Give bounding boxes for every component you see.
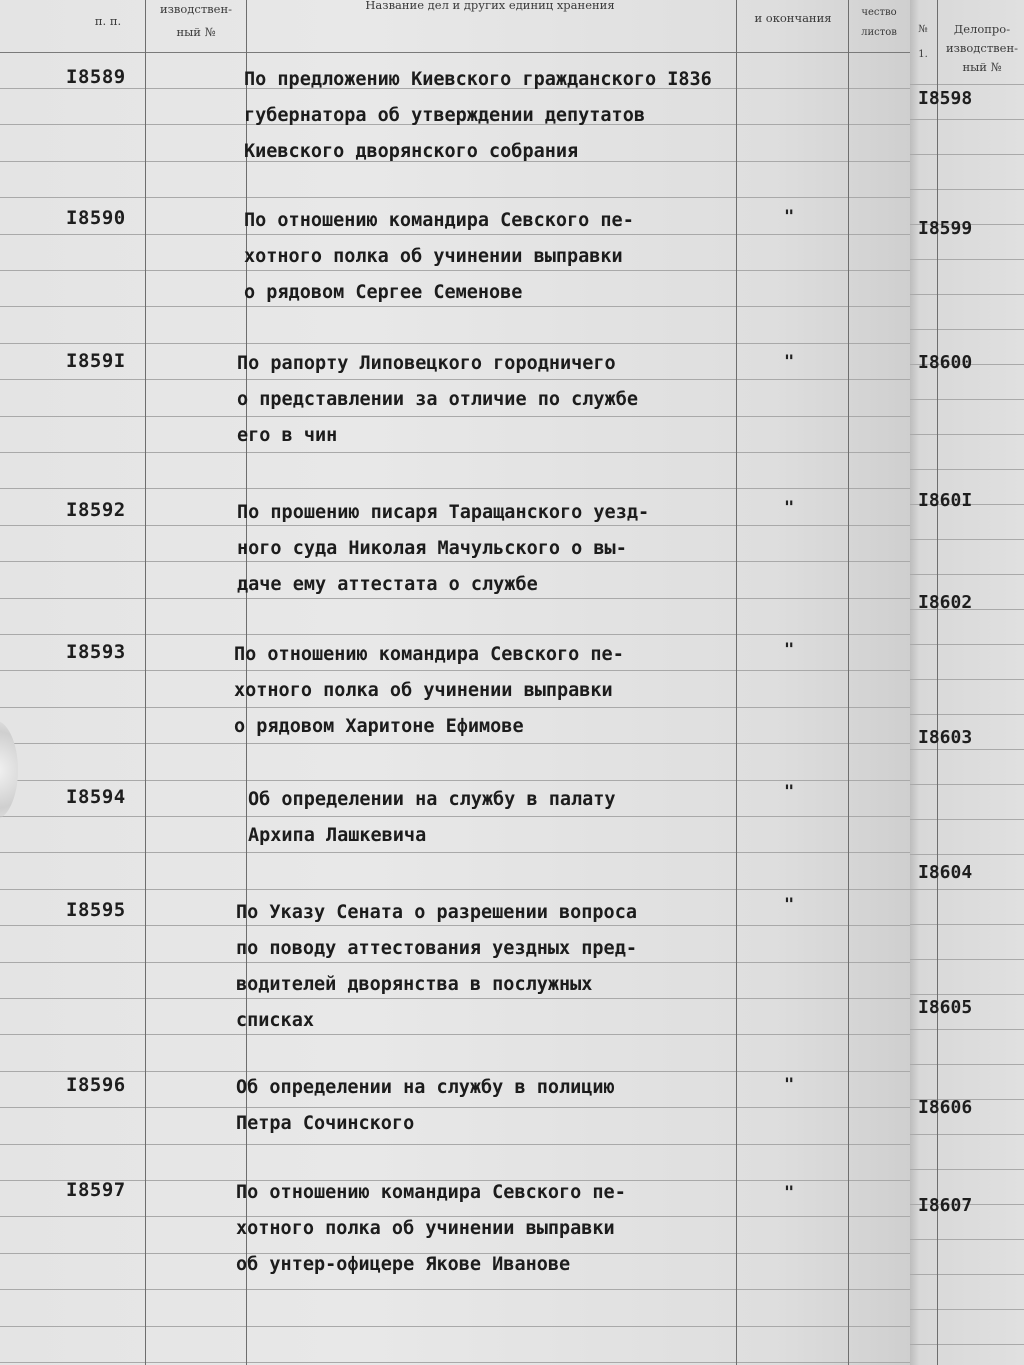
entry-title-line: Петра Сочинского	[236, 1113, 415, 1134]
ditto-mark: "	[784, 782, 795, 802]
side-number: I8603	[918, 727, 973, 748]
entry-title	[234, 637, 624, 745]
side-number: I860I	[918, 490, 973, 511]
ruled-line	[0, 1362, 910, 1363]
entry-title-line: По отношению командира Севского пе-	[244, 210, 634, 231]
entry-title	[236, 1070, 615, 1142]
entry-title-line: по поводу аттестования уездных пред-	[236, 938, 637, 959]
side-ruled-line	[910, 854, 1024, 855]
side-ruled-line	[910, 1309, 1024, 1310]
header-proizv-line-2: ный №	[176, 25, 216, 39]
entry-title-line: об унтер-офицере Якове Иванове	[236, 1254, 571, 1275]
ditto-mark: "	[784, 352, 795, 372]
side-ruled-line	[910, 1169, 1024, 1170]
side-ruled-line	[910, 749, 1024, 750]
entry-number: I8590	[66, 207, 126, 229]
entry-title-line: Об определении на службу в полицию	[236, 1077, 615, 1098]
side-header-b-line-3: ный №	[962, 60, 1002, 74]
side-header-a	[910, 22, 936, 62]
entry-title-line: водителей дворянства в послужных	[236, 974, 593, 995]
side-ruled-line	[910, 959, 1024, 960]
side-ruled-line	[910, 434, 1024, 435]
header-pp: п. п.	[94, 14, 122, 28]
header-count	[850, 6, 908, 40]
side-ruled-line	[910, 714, 1024, 715]
side-ruled-line	[910, 784, 1024, 785]
side-header-b-line-1: Делопро-	[953, 22, 1011, 36]
ditto-mark: "	[784, 498, 795, 518]
ruled-line	[0, 197, 910, 198]
entry-title-line: списках	[236, 1010, 314, 1031]
side-ruled-line	[910, 1134, 1024, 1135]
entry-title-line: губернатора об утверждении депутатов	[244, 105, 645, 126]
entry-title-line: По отношению командира Севского пе-	[234, 644, 624, 665]
side-sheet	[910, 0, 1024, 1365]
entry-title-line: о рядовом Харитоне Ефимове	[234, 716, 524, 737]
entry-number: I8594	[66, 786, 126, 808]
side-ruled-line	[910, 889, 1024, 890]
header-title: Название дел и других единиц хранения	[365, 0, 615, 12]
side-number: I8607	[918, 1195, 973, 1216]
ruled-line	[0, 343, 910, 344]
entry-title	[236, 895, 637, 1039]
ruled-line	[0, 780, 910, 781]
side-ruled-line	[910, 574, 1024, 575]
entry-title	[236, 1175, 626, 1283]
ruled-line	[0, 634, 910, 635]
side-header-b	[940, 20, 1024, 77]
entry-title-line: хотного полка об учинении выправки	[236, 1218, 615, 1239]
entry-title-line: Киевского дворянского собрания	[244, 141, 579, 162]
side-ruled-line	[910, 1344, 1024, 1345]
entry-title-line: По отношению командира Севского пе-	[236, 1182, 626, 1203]
side-ruled-line	[910, 119, 1024, 120]
entry-title	[237, 346, 638, 454]
header-count-line-1: чество	[861, 7, 897, 18]
side-ruled-line	[910, 1064, 1024, 1065]
entry-title-line: его в чин	[237, 425, 338, 446]
side-ruled-line	[910, 539, 1024, 540]
side-number: I8598	[918, 88, 973, 109]
entry-number: I8593	[66, 641, 126, 663]
entry-title-line: хотного полка об учинении выправки	[234, 680, 613, 701]
entry-title-line: По прошению писаря Таращанского уезд-	[237, 502, 650, 523]
entry-title-line: По предложению Киевского гражданского I836	[244, 69, 712, 90]
ditto-mark: "	[784, 1075, 795, 1095]
header-count-line-2: листов	[861, 27, 897, 38]
entry-number: I8592	[66, 499, 126, 521]
side-ruled-line	[910, 819, 1024, 820]
entry-title	[244, 62, 712, 170]
side-ruled-line	[910, 1274, 1024, 1275]
side-ruled-line	[910, 469, 1024, 470]
entry-title-line: Архипа Лашкевича	[248, 825, 427, 846]
entry-number: I859I	[66, 350, 126, 372]
ditto-mark: "	[784, 207, 795, 227]
entry-number: I8589	[66, 66, 126, 88]
entry-title	[248, 782, 616, 854]
header-proizv	[150, 2, 242, 40]
entry-title-line: хотного полка об учинении выправки	[244, 246, 623, 267]
entry-title-line: По Указу Сената о разрешении вопроса	[236, 902, 637, 923]
entry-number: I8597	[66, 1179, 126, 1201]
column-divider-4	[848, 0, 849, 1365]
ruled-line	[0, 1144, 910, 1145]
side-ruled-line	[910, 154, 1024, 155]
entry-title	[244, 203, 634, 311]
side-number: I8599	[918, 218, 973, 239]
side-number: I8600	[918, 352, 973, 373]
side-ruled-line	[910, 259, 1024, 260]
side-ruled-line	[910, 994, 1024, 995]
side-ruled-line	[910, 329, 1024, 330]
side-ruled-line	[910, 644, 1024, 645]
entry-number: I8595	[66, 899, 126, 921]
ditto-mark: "	[784, 895, 795, 915]
side-header-a-line-2: 1.	[918, 49, 928, 60]
entry-title-line: о представлении за отличие по службе	[237, 389, 638, 410]
entry-title-line: Об определении на службу в палату	[248, 789, 616, 810]
ruled-line	[0, 889, 910, 890]
entry-title-line: По рапорту Липовецкого городничего	[237, 353, 616, 374]
finger-shadow	[0, 720, 18, 820]
entry-number: I8596	[66, 1074, 126, 1096]
header-end: и окончания	[754, 11, 832, 25]
entry-title-line: даче ему аттестата о службе	[237, 574, 538, 595]
side-number: I8604	[918, 862, 973, 883]
entry-title	[237, 495, 649, 603]
header-proizv-line-1: изводствен-	[159, 2, 233, 16]
entry-title-line: о рядовом Сергее Семенове	[244, 282, 523, 303]
side-number: I8606	[918, 1097, 973, 1118]
side-ruled-line	[910, 1239, 1024, 1240]
ruled-line	[0, 1289, 910, 1290]
ruled-line	[0, 52, 910, 53]
side-number: I8602	[918, 592, 973, 613]
ruled-line	[0, 488, 910, 489]
side-ruled-line	[910, 84, 1024, 85]
ditto-mark: "	[784, 1183, 795, 1203]
side-ruled-line	[910, 189, 1024, 190]
side-number: I8605	[918, 997, 973, 1018]
entry-title-line: ного суда Николая Мачульского о вы-	[237, 538, 627, 559]
ditto-mark: "	[784, 640, 795, 660]
side-ruled-line	[910, 924, 1024, 925]
side-ruled-line	[910, 399, 1024, 400]
side-column-divider	[937, 0, 938, 1365]
side-header-a-line-1: №	[918, 24, 928, 35]
side-ruled-line	[910, 294, 1024, 295]
ruled-line	[0, 1326, 910, 1327]
side-ruled-line	[910, 679, 1024, 680]
side-header-b-line-2: изводствен-	[945, 41, 1019, 55]
column-divider-3	[736, 0, 737, 1365]
side-ruled-line	[910, 1029, 1024, 1030]
column-divider-1	[145, 0, 146, 1365]
